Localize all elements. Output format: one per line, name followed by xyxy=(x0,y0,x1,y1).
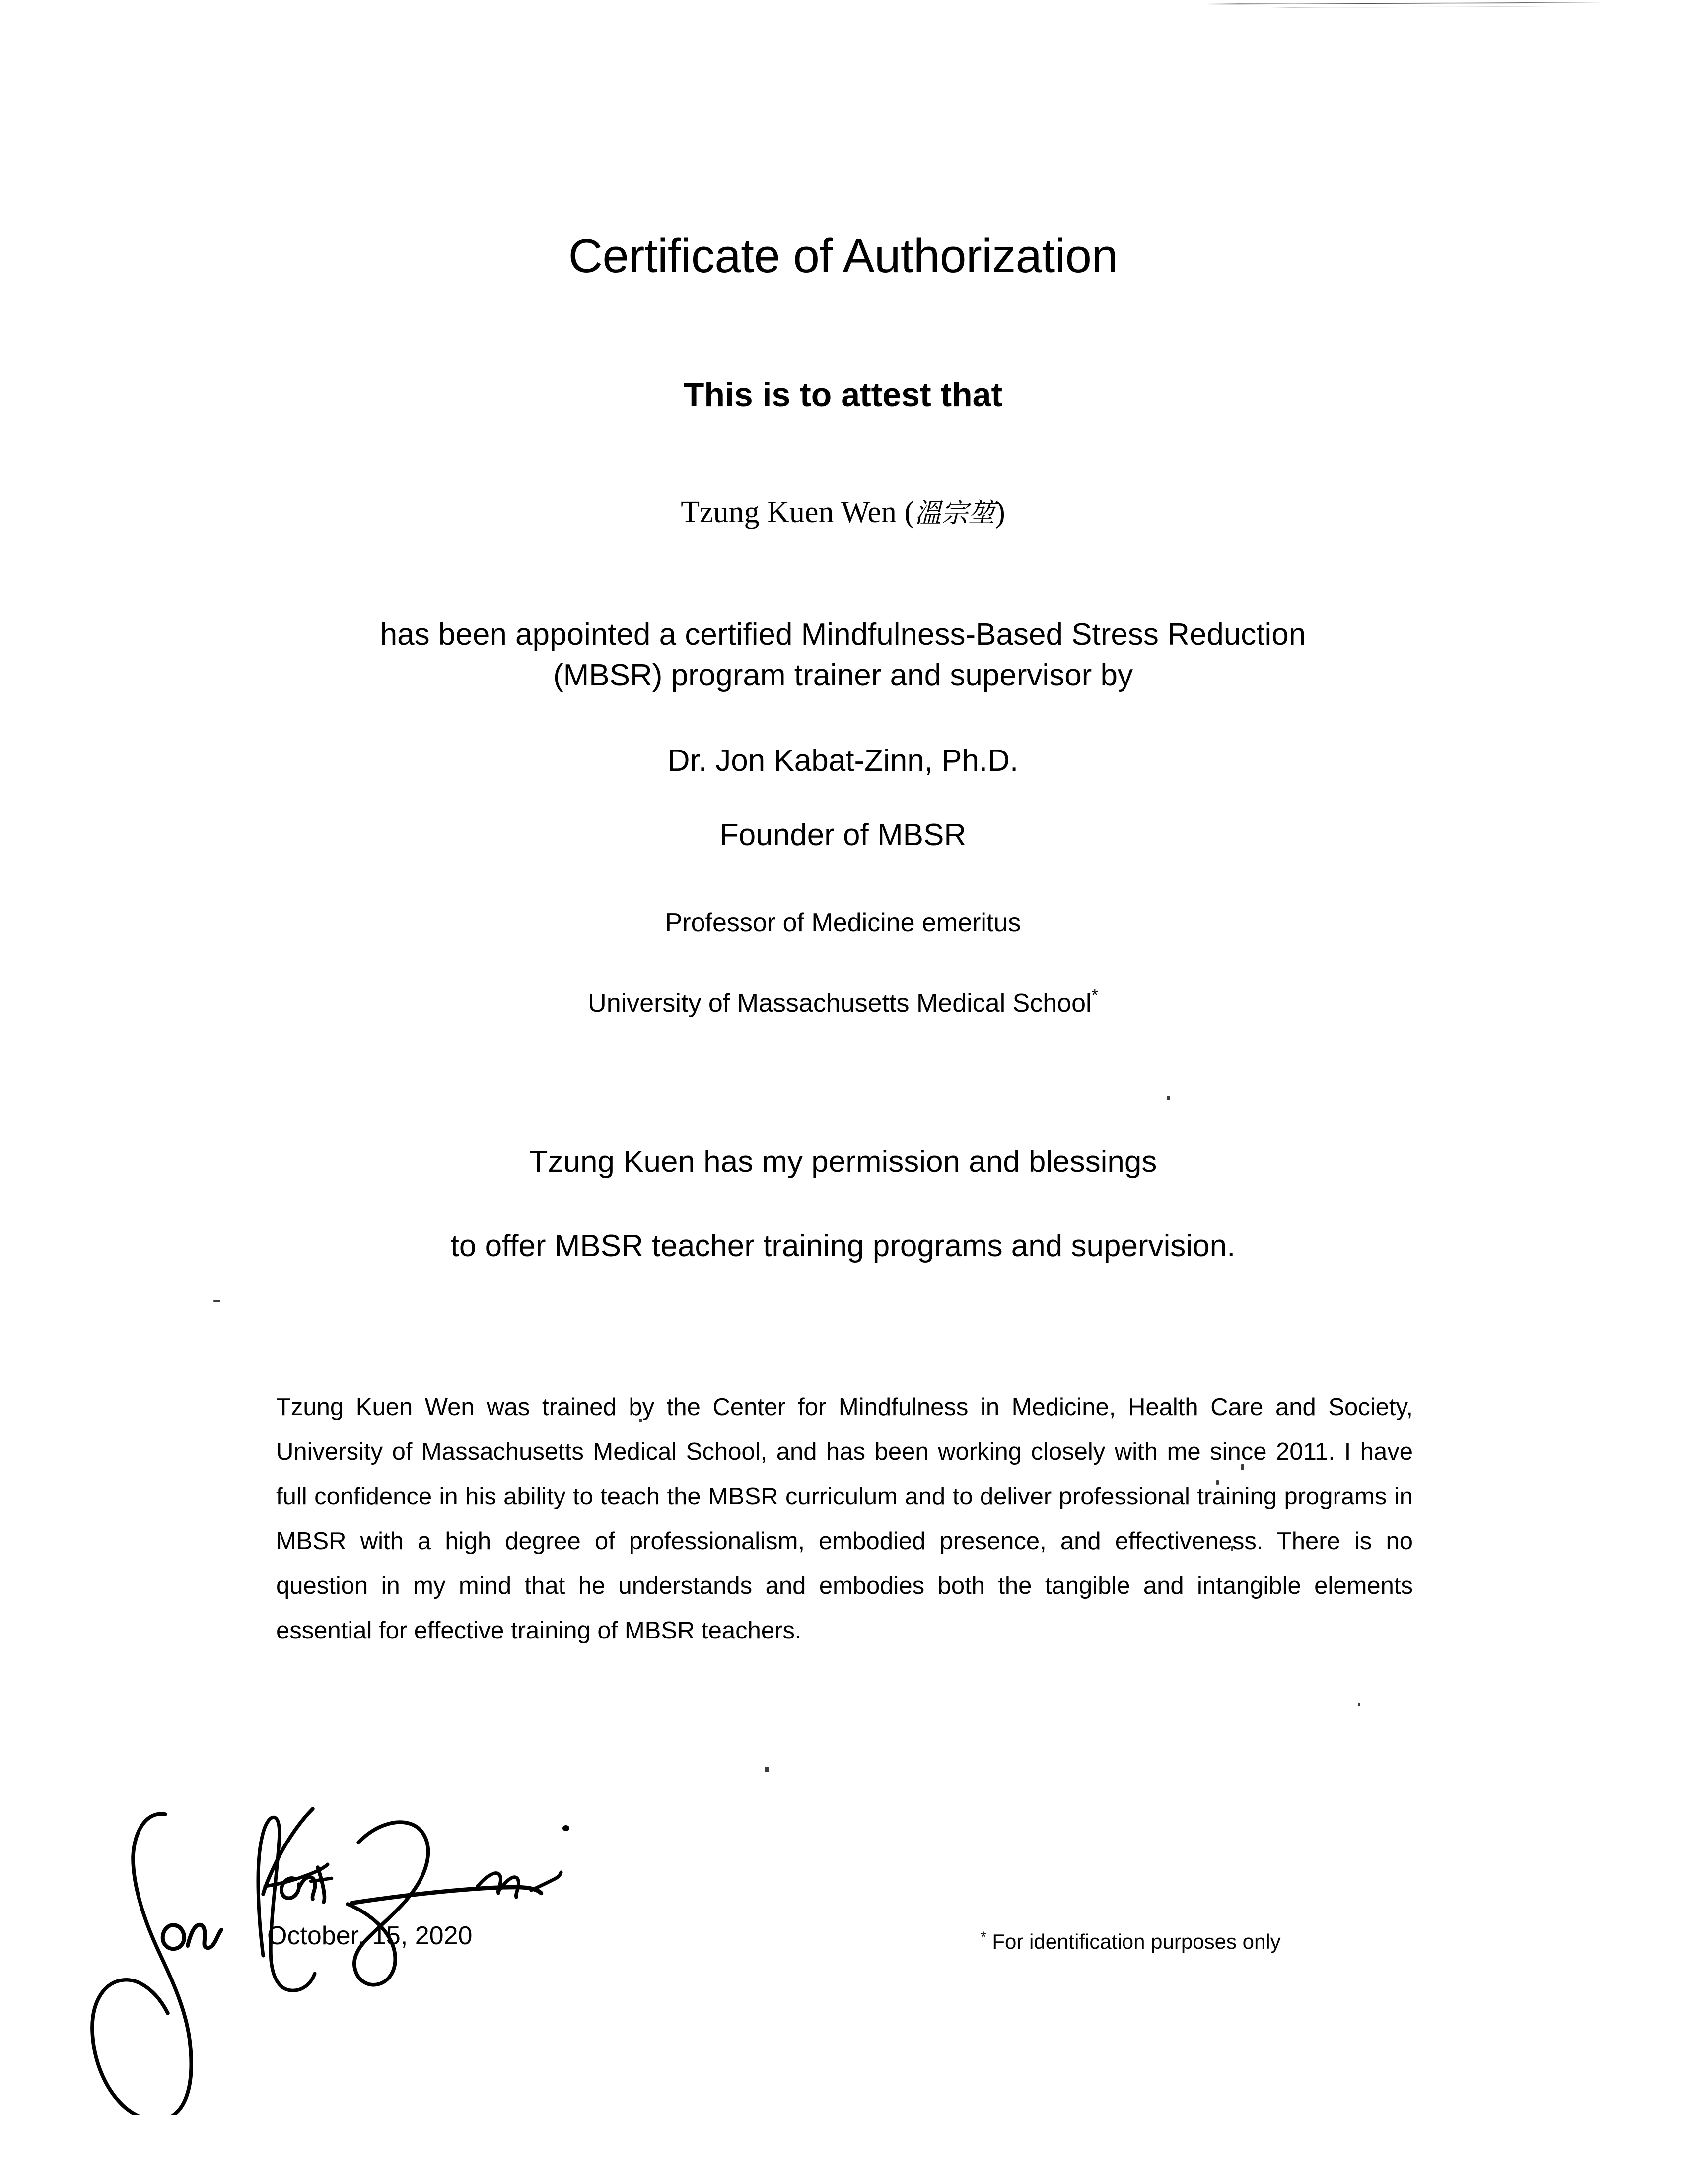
footnote-text: For identification purposes only xyxy=(986,1930,1281,1953)
recipient-name-close-paren: ) xyxy=(995,495,1005,529)
scan-artifact-line-secondary xyxy=(1271,6,1549,8)
signer-affiliation-secondary-text: University of Massachusetts Medical School xyxy=(588,989,1092,1018)
signer-role: Founder of MBSR xyxy=(719,818,967,852)
recipient-name xyxy=(0,496,1686,529)
footnote-star-icon: * xyxy=(981,1929,986,1945)
signature-block xyxy=(60,1737,928,2115)
footnote xyxy=(981,1929,1281,1954)
signer-affiliation-secondary xyxy=(0,987,1686,1017)
appointment-statement: has been appointed a certified Mindfulness-Based Stress Reduction (MBSR) program trainer and supervisor by xyxy=(380,617,1306,692)
scan-speck xyxy=(1358,1703,1360,1706)
permission-line-one: Tzung Kuen has my permission and blessings xyxy=(529,1145,1157,1179)
signature-icon xyxy=(60,1737,928,2115)
recommendation-paragraph xyxy=(276,1385,1413,1653)
recipient-name-latin: Tzung Kuen Wen ( xyxy=(681,495,915,529)
recommendation-paragraph-text: Tzung Kuen Wen was trained by the Center for Mindfulness in Medicine, Health Care and Society, University of Massachusetts Medical School, and has been working closely with me since 2011. I have full confidence in his ability to teach the MBSR curriculum and to deliver professional training programs in MBSR with a high degree of professionalism, embodied presence, and effectiveness. There is no question in my mind that he understands and embodies both the tangible and intangible elements essential for effective training of MBSR teachers. xyxy=(276,1394,1413,1644)
scan-speck xyxy=(213,1300,220,1302)
scan-artifact-line xyxy=(1206,2,1604,4)
signer-affiliation-primary: Professor of Medicine emeritus xyxy=(665,908,1021,937)
recipient-name-cjk: 溫宗堃 xyxy=(914,497,995,529)
scan-speck xyxy=(1167,1096,1170,1100)
attestation-line: This is to attest that xyxy=(683,376,1003,413)
footnote-reference-marker: * xyxy=(1091,986,1098,1005)
permission-line-two: to offer MBSR teacher training programs and supervision. xyxy=(450,1229,1236,1263)
signer-name: Dr. Jon Kabat-Zinn, Ph.D. xyxy=(667,744,1019,778)
signature-date: October, 15, 2020 xyxy=(267,1921,473,1950)
page-title: Certificate of Authorization xyxy=(568,229,1118,282)
